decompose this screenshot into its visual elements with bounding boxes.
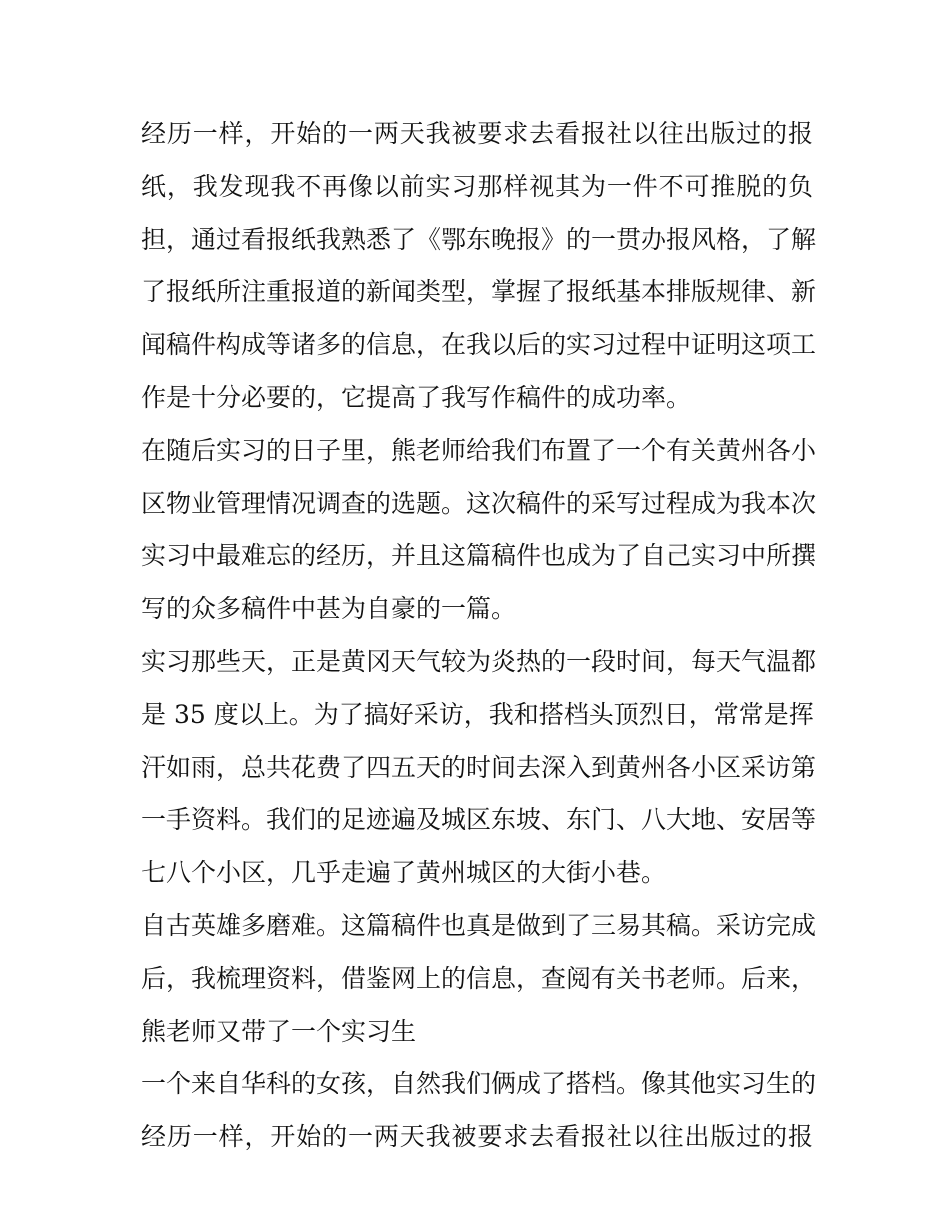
text-line: 在随后实习的日子里，熊老师给我们布置了一个有关黄州各小 [141, 435, 817, 465]
text-line: 闻稿件构成等诸多的信息，在我以后的实习过程中证明这项工 [141, 330, 817, 360]
text-line: 经历一样，开始的一两天我被要求去看报社以往出版过的报 [141, 1122, 813, 1152]
text-line: 后，我梳理资料，借鉴网上的信息，查阅有关书老师。后来， [141, 963, 817, 993]
text-line: 七八个小区，几乎走遍了黄州城区的大街小巷。 [141, 858, 667, 888]
text-line: 经历一样，开始的一两天我被要求去看报社以往出版过的报 [141, 119, 813, 148]
text-line: 实习那些天，正是黄冈天气较为炎热的一段时间，每天气温都 [141, 646, 817, 676]
document-body [141, 108, 817, 1164]
text-line: 一个来自华科的女孩，自然我们俩成了搭档。像其他实习生的 [141, 1069, 817, 1099]
text-line: 是 35 度以上。为了搞好采访，我和搭档头顶烈日，常常是挥 [141, 699, 814, 729]
text-line: 自古英雄多磨难。这篇稿件也真是做到了三易其稿。采访完成 [141, 910, 817, 940]
text-line: 担，通过看报纸我熟悉了《鄂东晚报》的一贯办报风格，了解 [141, 224, 817, 254]
text-line: 写的众多稿件中甚为自豪的一篇。 [141, 594, 517, 624]
text-line: 了报纸所注重报道的新闻类型，掌握了报纸基本排版规律、新 [141, 277, 817, 307]
text-line: 汗如雨，总共花费了四五天的时间去深入到黄州各小区采访第 [141, 752, 817, 782]
text-line: 一手资料。我们的足迹遍及城区东坡、东门、八大地、安居等 [141, 805, 817, 835]
text-line: 纸，我发现我不再像以前实习那样视其为一件不可推脱的负 [141, 171, 813, 201]
text-line: 作是十分必要的，它提高了我写作稿件的成功率。 [141, 382, 692, 412]
text-line: 区物业管理情况调查的选题。这次稿件的采写过程成为我本次 [141, 488, 817, 518]
text-line: 实习中最难忘的经历，并且这篇稿件也成为了自己实习中所撰 [141, 541, 817, 571]
text-line: 熊老师又带了一个实习生 [141, 1016, 417, 1046]
